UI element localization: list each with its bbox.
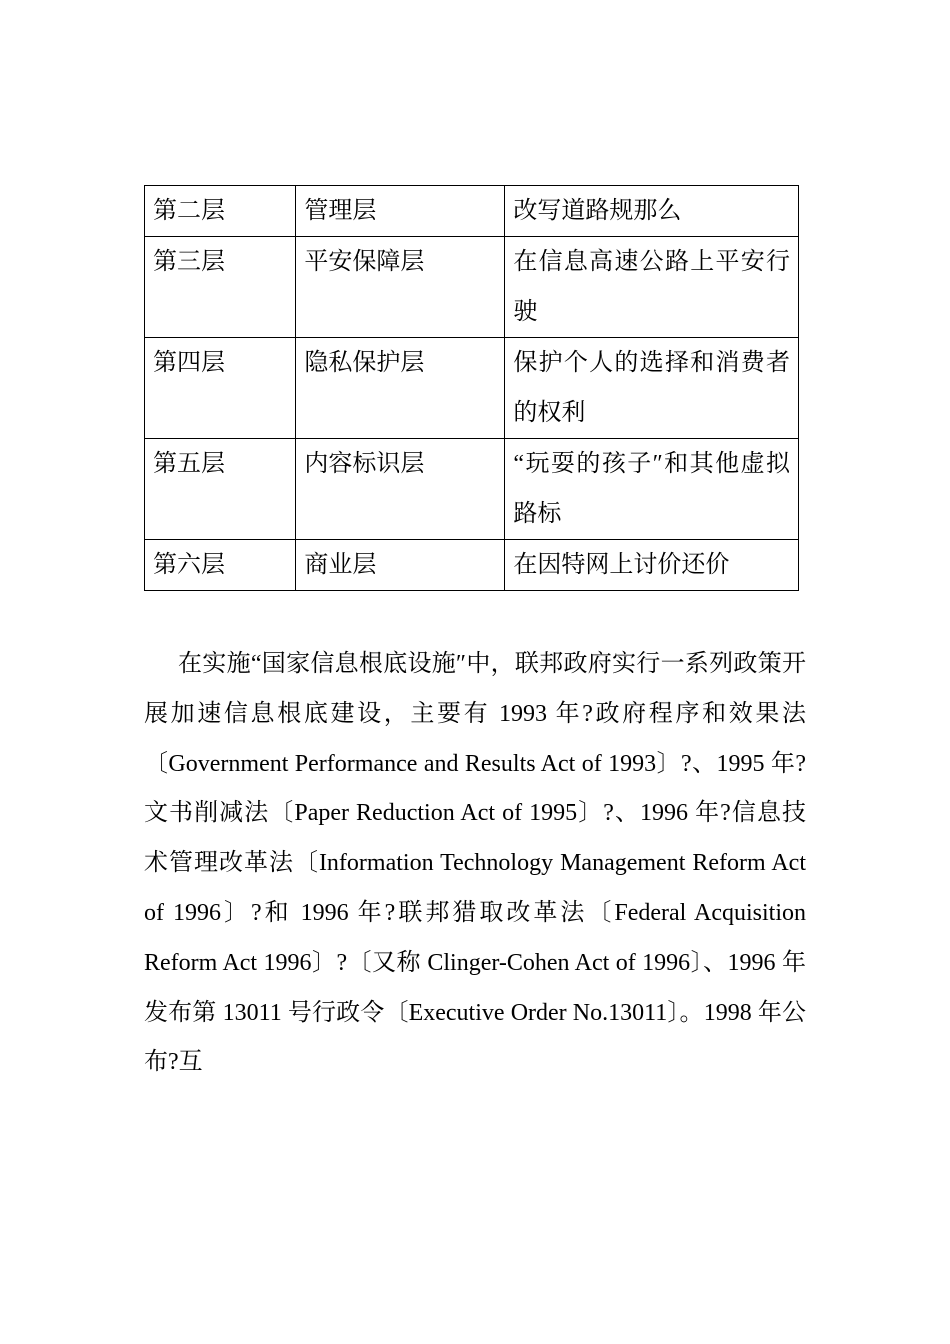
layer-name-cell: 内容标识层 — [296, 439, 505, 540]
level-cell: 第四层 — [145, 338, 296, 439]
table-row — [145, 540, 799, 591]
description-cell: 改写道路规那么 — [505, 186, 799, 237]
table-row — [145, 439, 799, 540]
table-row — [145, 237, 799, 338]
body-paragraph: 在实施“国家信息根底设施″中，联邦政府实行一系列政策开展加速信息根底建设，主要有 1993 年?政府程序和效果法〔Government Performance and Results Act of 1993〕?、1995 年?文书削减法〔Paper Reduction Act of 1995〕?、1996 年?信息技术管理改革法〔Information Technology Management Reform Act of 1996〕?和 1996 年?联邦猎取改革法〔Federal Acquisition Reform Act 1996〕?〔又称 Clinger-Cohen Act of 1996〕、1996 年发布第 13011 号行政令〔Executive Order No.13011〕。1998 年公布?互 — [144, 651, 806, 1076]
table-row — [145, 338, 799, 439]
layer-name-cell: 管理层 — [296, 186, 505, 237]
layer-name-cell: 商业层 — [296, 540, 505, 591]
level-cell: 第五层 — [145, 439, 296, 540]
layer-name-cell: 平安保障层 — [296, 237, 505, 338]
level-cell: 第二层 — [145, 186, 296, 237]
description-cell: 在信息高速公路上平安行驶 — [505, 237, 799, 338]
level-cell: 第三层 — [145, 237, 296, 338]
level-cell: 第六层 — [145, 540, 296, 591]
table-row — [145, 186, 799, 237]
layers-table — [144, 185, 799, 591]
description-cell: 保护个人的选择和消费者的权利 — [505, 338, 799, 439]
description-cell: “玩耍的孩子″和其他虚拟路标 — [505, 439, 799, 540]
layer-name-cell: 隐私保护层 — [296, 338, 505, 439]
description-cell: 在因特网上讨价还价 — [505, 540, 799, 591]
